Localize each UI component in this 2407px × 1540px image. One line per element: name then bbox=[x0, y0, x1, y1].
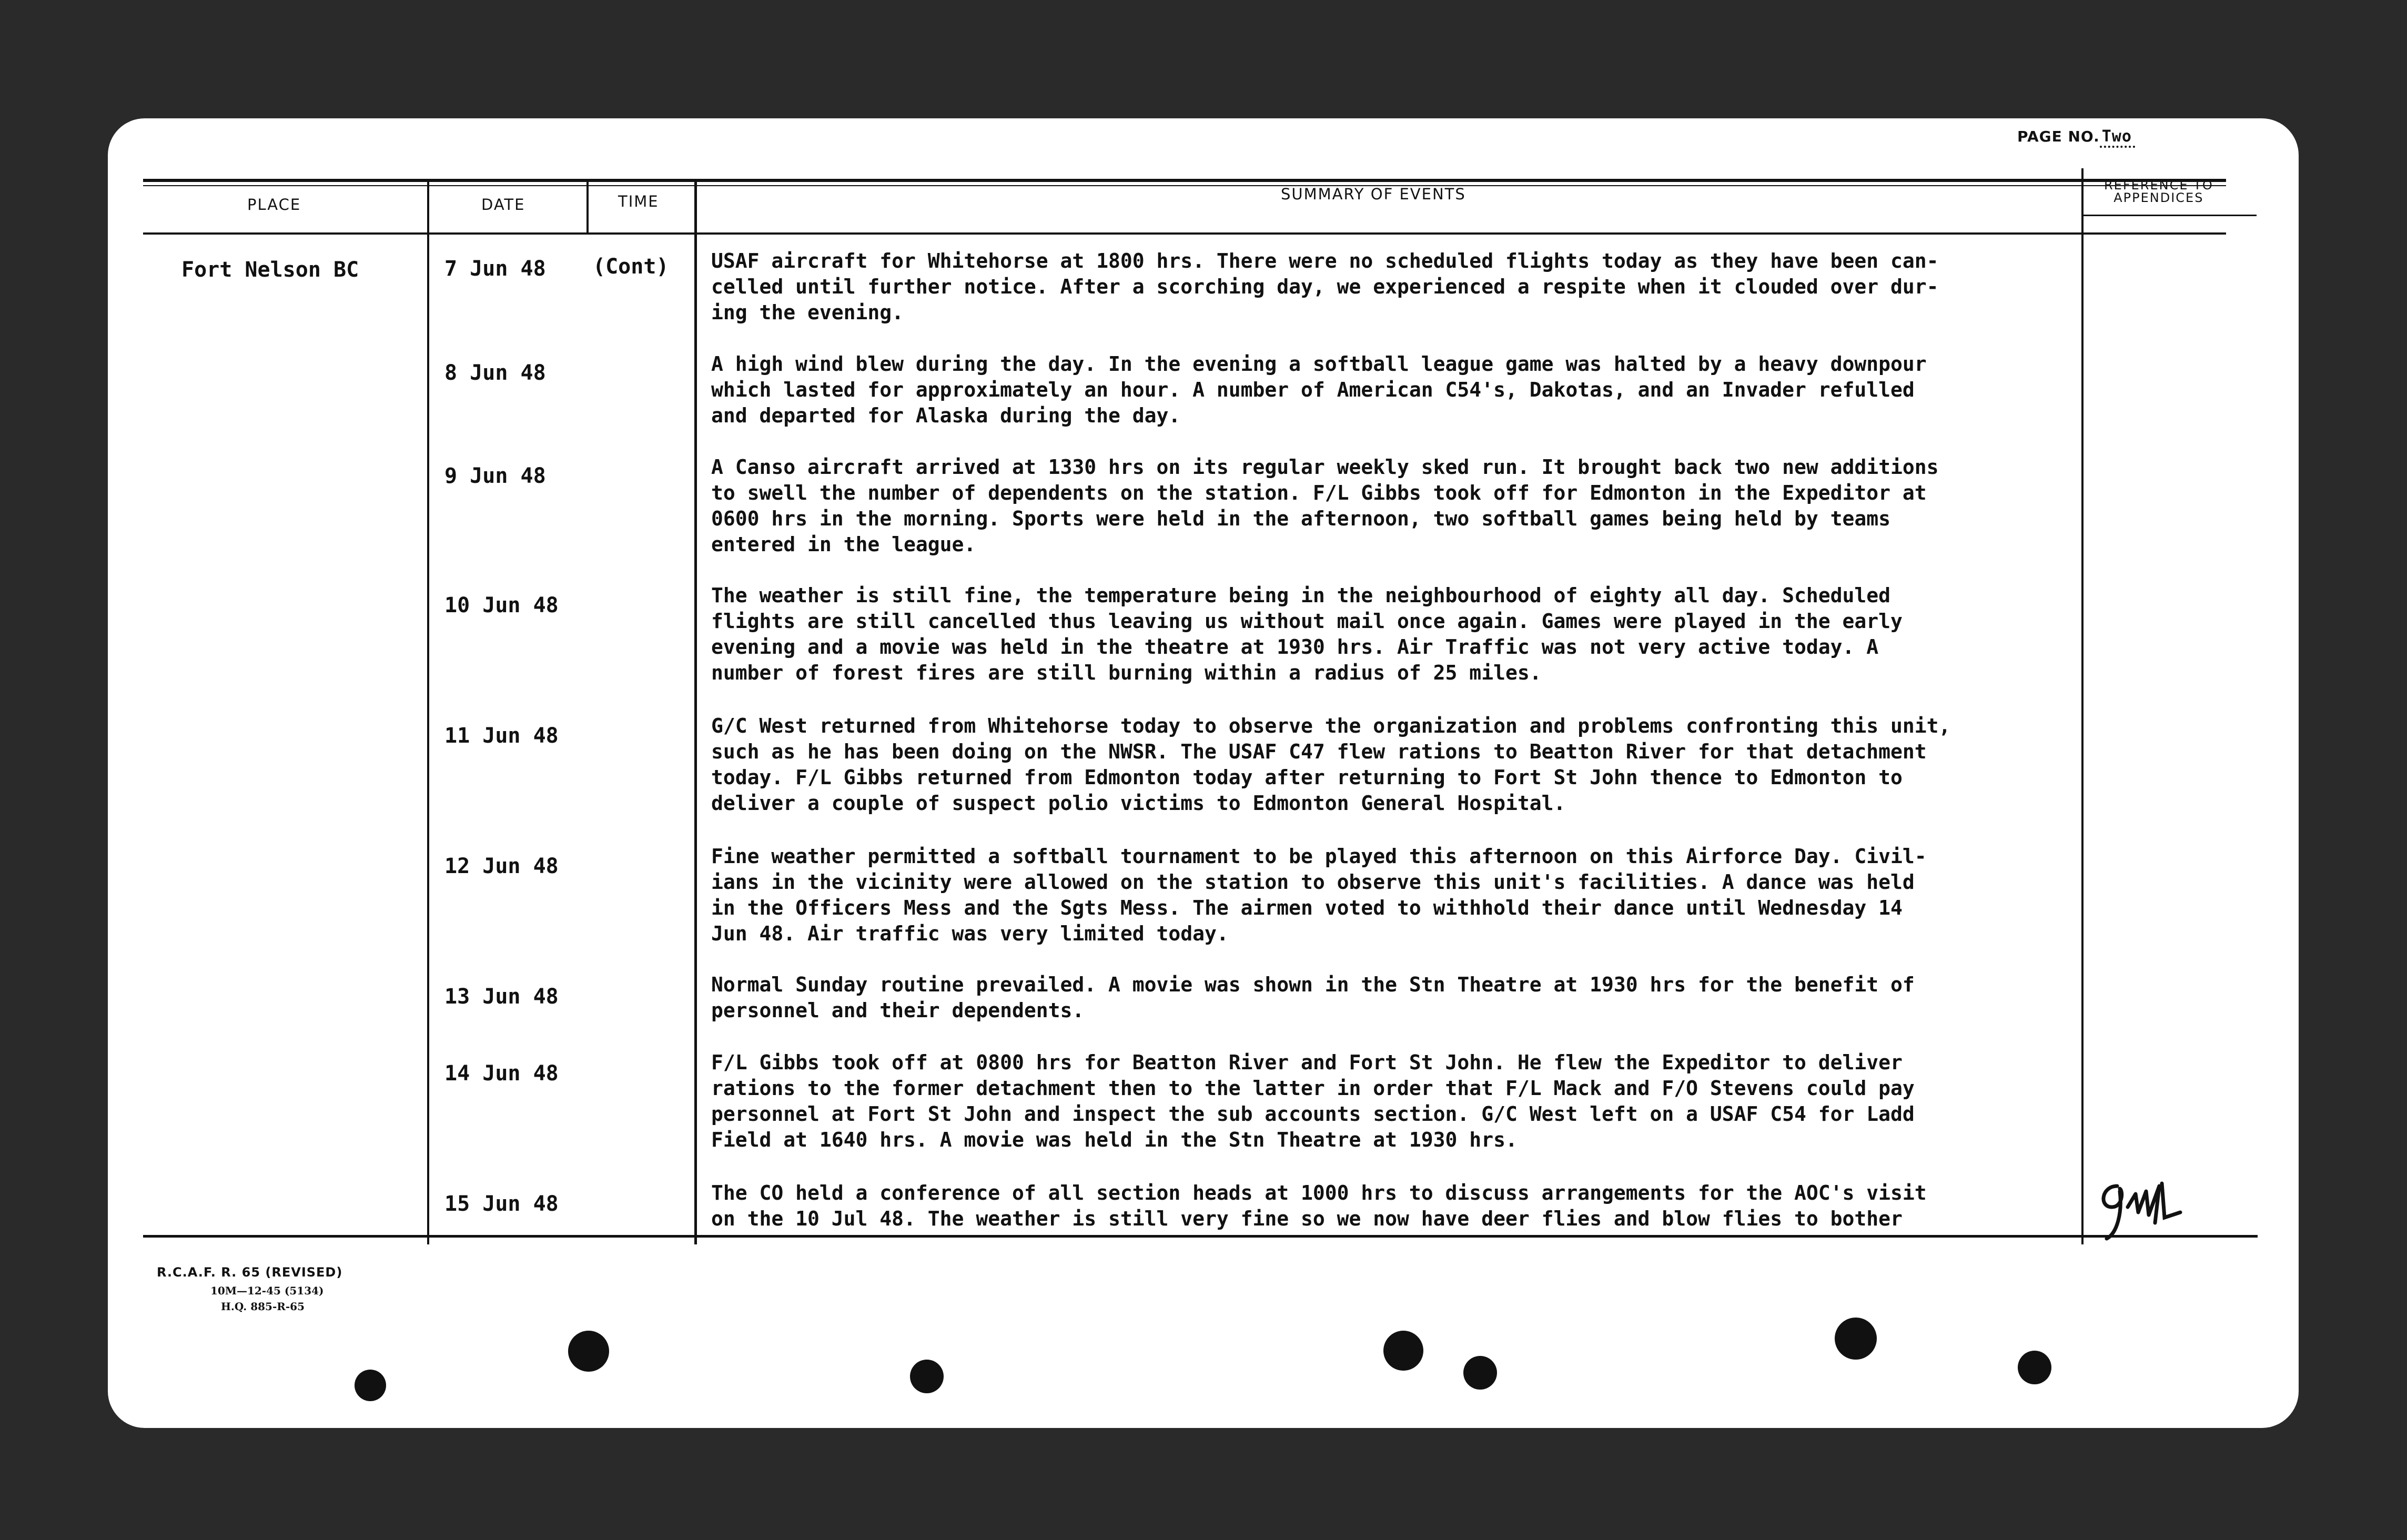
summary-line: Fine weather permitted a softball tournament to be played this afternoon on this Airforce Day. Civil- bbox=[711, 845, 1927, 868]
summary-entry bbox=[711, 844, 2074, 947]
summary-line: on the 10 Jul 48. The weather is still very fine so we now have deer flies and blow flies to bother bbox=[711, 1207, 1903, 1230]
header-time: TIME bbox=[618, 192, 659, 210]
summary-line: ing the evening. bbox=[711, 301, 904, 324]
signature-initials bbox=[2096, 1176, 2207, 1244]
header-rule bbox=[143, 232, 2226, 235]
summary-entry bbox=[711, 583, 2074, 686]
summary-line: A Canso aircraft arrived at 1330 hrs on its regular weekly sked run. It brought back two new additions bbox=[711, 455, 1939, 479]
summary-line: Jun 48. Air traffic was very limited today. bbox=[711, 922, 1229, 945]
place-cell: Fort Nelson BC bbox=[181, 258, 359, 282]
date-cell: 14 Jun 48 bbox=[444, 1061, 559, 1086]
date-cell: 11 Jun 48 bbox=[444, 724, 559, 748]
header-reference-line2: APPENDICES bbox=[2113, 190, 2204, 205]
summary-line: personnel and their dependents. bbox=[711, 999, 1085, 1022]
date-cell: 12 Jun 48 bbox=[444, 854, 559, 878]
summary-line: and departed for Alaska during the day. bbox=[711, 404, 1181, 427]
summary-line: today. F/L Gibbs returned from Edmonton today after returning to Fort St John thence to Edmonton to bbox=[711, 766, 1903, 789]
date-cell: 8 Jun 48 bbox=[444, 361, 546, 385]
binder-hole bbox=[2018, 1351, 2051, 1384]
date-cell: 13 Jun 48 bbox=[444, 985, 559, 1009]
header-reference bbox=[2104, 179, 2213, 204]
date-cell: 7 Jun 48 bbox=[444, 257, 546, 281]
summary-line: such as he has been doing on the NWSR. The USAF C47 flew rations to Beatton River for that detachment bbox=[711, 740, 1927, 763]
header-place: PLACE bbox=[247, 196, 301, 214]
summary-line: flights are still cancelled thus leaving us without mail once again. Games were played in the early bbox=[711, 610, 1903, 633]
date-cell: 10 Jun 48 bbox=[444, 593, 559, 617]
print-run: 10M—12-45 (5134) bbox=[210, 1284, 324, 1297]
summary-line: USAF aircraft for Whitehorse at 1800 hrs. There were no scheduled flights today as they have been can- bbox=[711, 249, 1939, 272]
summary-line: The CO held a conference of all section heads at 1000 hrs to discuss arrangements for the AOC's visit bbox=[711, 1181, 1927, 1204]
summary-line: Field at 1640 hrs. A movie was held in the Stn Theatre at 1930 hrs. bbox=[711, 1128, 1518, 1151]
col-divider-summary bbox=[694, 182, 697, 1244]
summary-line: entered in the league. bbox=[711, 533, 976, 556]
summary-line: deliver a couple of suspect polio victims to Edmonton General Hospital. bbox=[711, 792, 1566, 815]
summary-line: ians in the vicinity were allowed on the station to observe this unit's facilities. A dance was held bbox=[711, 870, 1915, 894]
col-divider-time bbox=[586, 182, 589, 235]
summary-entry bbox=[711, 454, 2074, 558]
page-number-label: PAGE NO. bbox=[2017, 128, 2100, 145]
binder-hole bbox=[568, 1331, 609, 1372]
col-divider-date bbox=[427, 182, 429, 1244]
binder-hole bbox=[1835, 1318, 1877, 1360]
page-number bbox=[2017, 127, 2135, 146]
summary-line: 0600 hrs in the morning. Sports were held in the afternoon, two softball games being held by teams bbox=[711, 507, 1891, 530]
summary-line: The weather is still fine, the temperature being in the neighbourhood of eighty all day. Scheduled bbox=[711, 584, 1891, 607]
header-reference-line1: REFERENCE TO bbox=[2104, 178, 2213, 192]
summary-line: which lasted for approximately an hour. A number of American C54's, Dakotas, and an Invader refulled bbox=[711, 378, 1915, 401]
summary-entry bbox=[711, 1050, 2074, 1153]
page-number-value: Two bbox=[2100, 127, 2135, 148]
binder-hole bbox=[1463, 1356, 1497, 1390]
time-cell: (Cont) bbox=[593, 255, 669, 279]
table-top-rule-thin bbox=[143, 185, 2226, 186]
summary-entry bbox=[711, 713, 2074, 816]
col-divider-reference bbox=[2081, 168, 2084, 1244]
summary-entry bbox=[711, 351, 2074, 429]
summary-line: personnel at Fort St John and inspect the sub accounts section. G/C West left on a USAF C54 for Ladd bbox=[711, 1102, 1915, 1126]
summary-line: in the Officers Mess and the Sgts Mess. The airmen voted to withhold their dance until Wednesday 14 bbox=[711, 896, 1903, 919]
header-summary: SUMMARY OF EVENTS bbox=[1281, 185, 1466, 203]
hq-reference: H.Q. 885-R-65 bbox=[221, 1300, 305, 1313]
bottom-rule bbox=[143, 1235, 2258, 1238]
summary-line: G/C West returned from Whitehorse today to observe the organization and problems confronting this unit, bbox=[711, 714, 1951, 737]
summary-entry bbox=[711, 972, 2074, 1024]
reference-header-rule bbox=[2083, 215, 2257, 216]
summary-line: celled until further notice. After a scorching day, we experienced a respite when it clouded over dur- bbox=[711, 275, 1939, 298]
summary-line: F/L Gibbs took off at 0800 hrs for Beatton River and Fort St John. He flew the Expeditor to deliver bbox=[711, 1051, 1903, 1074]
binder-hole bbox=[355, 1370, 386, 1401]
summary-line: rations to the former detachment then to the latter in order that F/L Mack and F/O Stevens could pay bbox=[711, 1077, 1915, 1100]
table-top-rule bbox=[143, 179, 2226, 182]
summary-entry bbox=[711, 1180, 2074, 1232]
summary-line: Normal Sunday routine prevailed. A movie was shown in the Stn Theatre at 1930 hrs for the benefit of bbox=[711, 973, 1915, 996]
summary-entry bbox=[711, 248, 2074, 326]
summary-line: A high wind blew during the day. In the evening a softball league game was halted by a heavy downpour bbox=[711, 352, 1927, 376]
summary-line: to swell the number of dependents on the station. F/L Gibbs took off for Edmonton in the Expeditor at bbox=[711, 481, 1927, 504]
binder-hole bbox=[910, 1360, 944, 1393]
binder-hole bbox=[1383, 1331, 1423, 1371]
summary-line: number of forest fires are still burning within a radius of 25 miles. bbox=[711, 661, 1542, 684]
header-date: DATE bbox=[481, 196, 525, 214]
date-cell: 15 Jun 48 bbox=[444, 1192, 559, 1216]
summary-line: evening and a movie was held in the theatre at 1930 hrs. Air Traffic was not very active today. A bbox=[711, 635, 1879, 658]
form-number: R.C.A.F. R. 65 (REVISED) bbox=[157, 1265, 343, 1280]
date-cell: 9 Jun 48 bbox=[444, 464, 546, 488]
